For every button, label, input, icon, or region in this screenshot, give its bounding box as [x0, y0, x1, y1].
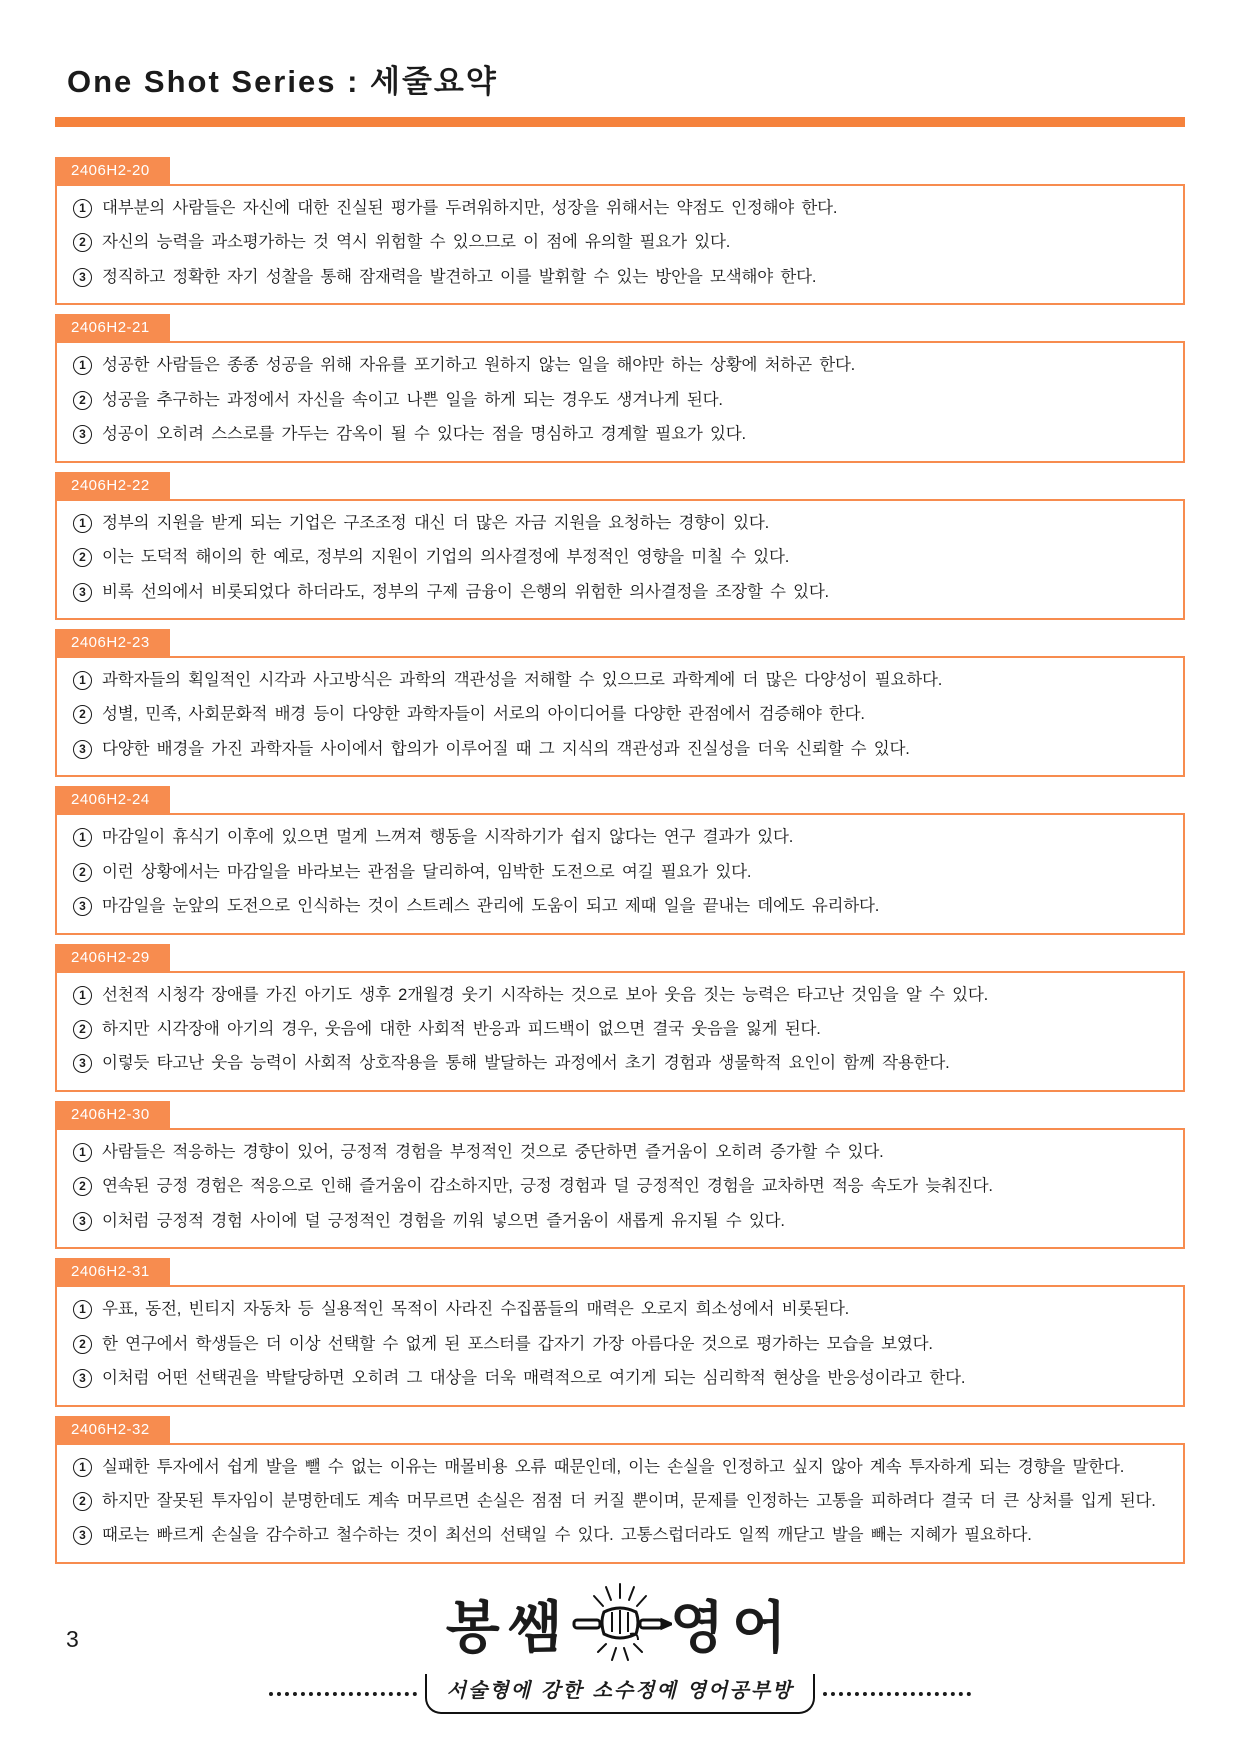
dotted-line-left: [269, 1692, 417, 1696]
summary-box: [55, 971, 1185, 1092]
circled-2-icon: 2: [73, 391, 92, 410]
question-tag: 2406H2-32: [55, 1416, 170, 1443]
summary-text: 선천적 시청각 장애를 가진 아기도 생후 2개월경 웃기 시작하는 것으로 보아 웃음 짓는 능력은 타고난 것임을 알 수 있다.: [102, 985, 989, 1004]
question-tag: 2406H2-20: [55, 157, 170, 184]
summary-section: [55, 314, 1185, 462]
summary-box: [55, 656, 1185, 777]
summary-text: 사람들은 적응하는 경향이 있어, 긍정적 경험을 부정적인 것으로 중단하면 즐거움이 오히려 증가할 수 있다.: [102, 1142, 884, 1161]
question-tag: 2406H2-21: [55, 314, 170, 341]
circled-1-icon: 1: [73, 514, 92, 533]
summary-text: 우표, 동전, 빈티지 자동차 등 실용적인 목적이 사라진 수집품들의 매력은 오로지 희소성에서 비롯된다.: [102, 1300, 850, 1319]
circled-3-icon: 3: [73, 740, 92, 759]
summary-text: 하지만 시각장애 아기의 경우, 웃음에 대한 사회적 반응과 피드백이 없으면 결국 웃음을 잃게 된다.: [102, 1020, 821, 1038]
summary-box: [55, 341, 1185, 462]
circled-1-icon: 1: [73, 1143, 92, 1162]
summary-line: [71, 1053, 1167, 1074]
logo-text-left: 봉쌤: [445, 1596, 570, 1659]
page-footer: [0, 1582, 1240, 1732]
summary-box: [55, 813, 1185, 934]
circled-1-icon: 1: [73, 1458, 92, 1477]
circled-3-icon: 3: [73, 425, 92, 444]
summary-line: [71, 1525, 1167, 1546]
academy-logo: [0, 1582, 1240, 1674]
circled-2-icon: 2: [73, 705, 92, 724]
circled-2-icon: 2: [73, 1020, 92, 1039]
summary-line: [71, 1491, 1167, 1512]
summary-text: 성공한 사람들은 종종 성공을 위해 자유를 포기하고 원하지 않는 일을 해야만 하는 상황에 처하곤 한다.: [102, 356, 856, 375]
summary-text: 이렇듯 타고난 웃음 능력이 사회적 상호작용을 통해 발달하는 과정에서 초기 경험과 생물학적 요인이 함께 작용한다.: [102, 1054, 950, 1073]
question-tag: 2406H2-29: [55, 944, 170, 971]
circled-3-icon: 3: [73, 1369, 92, 1388]
summary-section: [55, 1258, 1185, 1406]
logo-tagline: 서술형에 강한 소수정예 영어공부방: [425, 1674, 816, 1714]
summary-box: [55, 1285, 1185, 1406]
fist-pencil-icon: [568, 1582, 672, 1674]
summary-text: 성공을 추구하는 과정에서 자신을 속이고 나쁜 일을 하게 되는 경우도 생겨나게 된다.: [102, 390, 723, 409]
circled-1-icon: 1: [73, 1300, 92, 1319]
summary-line: [71, 198, 1167, 219]
summary-box: [55, 1443, 1185, 1564]
summary-line: [71, 547, 1167, 568]
circled-3-icon: 3: [73, 1526, 92, 1545]
summary-line: [71, 1368, 1167, 1389]
summary-text: 이런 상황에서는 마감일을 바라보는 관점을 달리하여, 임박한 도전으로 여길 필요가 있다.: [102, 862, 752, 881]
circled-2-icon: 2: [73, 233, 92, 252]
summary-text: 성공이 오히려 스스로를 가두는 감옥이 될 수 있다는 점을 명심하고 경계할 필요가 있다.: [102, 425, 746, 444]
summary-section: [55, 1416, 1185, 1564]
summary-text: 실패한 투자에서 쉽게 발을 뺄 수 없는 이유는 매몰비용 오류 때문인데, 이는 손실을 인정하고 싶지 않아 계속 투자하게 되는 경향을 말한다.: [102, 1457, 1125, 1476]
summary-line: [71, 1457, 1167, 1478]
summary-text: 하지만 잘못된 투자임이 분명한데도 계속 머무르면 손실은 점점 더 커질 뿐이며, 문제를 인정하는 고통을 피하려다 결국 더 큰 상처를 입게 된다.: [102, 1491, 1156, 1510]
summary-line: [71, 267, 1167, 288]
summary-text: 때로는 빠르게 손실을 감수하고 철수하는 것이 최선의 선택일 수 있다. 고통스럽더라도 일찍 깨닫고 발을 빼는 지혜가 필요하다.: [102, 1526, 1032, 1545]
summary-text: 이처럼 긍정적 경험 사이에 덜 긍정적인 경험을 끼워 넣으면 즐거움이 새롭게 유지될 수 있다.: [102, 1211, 785, 1230]
summary-line: [71, 704, 1167, 725]
summary-line: [71, 513, 1167, 534]
circled-1-icon: 1: [73, 356, 92, 375]
circled-1-icon: 1: [73, 828, 92, 847]
circled-2-icon: 2: [73, 863, 92, 882]
page-title: One Shot Series : 세줄요약: [67, 64, 498, 99]
logo-tagline-row: [0, 1674, 1240, 1714]
summary-text: 자신의 능력을 과소평가하는 것 역시 위험할 수 있으므로 이 점에 유의할 필요가 있다.: [102, 233, 731, 252]
question-tag: 2406H2-24: [55, 786, 170, 813]
summary-text: 이는 도덕적 해이의 한 예로, 정부의 지원이 기업의 의사결정에 부정적인 영향을 미칠 수 있다.: [102, 548, 790, 567]
summary-text: 성별, 민족, 사회문화적 배경 등이 다양한 과학자들이 서로의 아이디어를 다양한 관점에서 검증해야 한다.: [102, 705, 865, 724]
circled-2-icon: 2: [73, 1492, 92, 1511]
summary-box: [55, 499, 1185, 620]
summary-text: 마감일이 휴식기 이후에 있으면 멀게 느껴져 행동을 시작하기가 쉽지 않다는 연구 결과가 있다.: [102, 828, 794, 847]
summary-text: 과학자들의 획일적인 시각과 사고방식은 과학의 객관성을 저해할 수 있으므로 과학계에 더 많은 다양성이 필요하다.: [102, 670, 943, 689]
summary-text: 마감일을 눈앞의 도전으로 인식하는 것이 스트레스 관리에 도움이 되고 제때 일을 끝내는 데에도 유리하다.: [102, 897, 880, 916]
summary-line: [71, 862, 1167, 883]
circled-2-icon: 2: [73, 548, 92, 567]
summary-line: [71, 985, 1167, 1006]
summary-text: 한 연구에서 학생들은 더 이상 선택할 수 없게 된 포스터를 갑자기 가장 아름다운 것으로 평가하는 모습을 보였다.: [102, 1334, 933, 1353]
circled-2-icon: 2: [73, 1177, 92, 1196]
summary-line: [71, 1211, 1167, 1232]
summary-text: 이처럼 어떤 선택권을 박탈당하면 오히려 그 대상을 더욱 매력적으로 여기게 되는 심리학적 현상을 반응성이라고 한다.: [102, 1369, 966, 1388]
logo-text-right: 영어: [670, 1596, 795, 1659]
circled-3-icon: 3: [73, 583, 92, 602]
summary-line: [71, 232, 1167, 253]
circled-2-icon: 2: [73, 1335, 92, 1354]
circled-1-icon: 1: [73, 671, 92, 690]
summary-sections: [55, 157, 1185, 1564]
summary-text: 연속된 긍정 경험은 적응으로 인해 즐거움이 감소하지만, 긍정 경험과 덜 긍정적인 경험을 교차하면 적응 속도가 늦춰진다.: [102, 1177, 993, 1196]
circled-3-icon: 3: [73, 1212, 92, 1231]
summary-line: [71, 827, 1167, 848]
summary-text: 대부분의 사람들은 자신에 대한 진실된 평가를 두려워하지만, 성장을 위해서는 약점도 인정해야 한다.: [102, 199, 838, 217]
circled-3-icon: 3: [73, 897, 92, 916]
summary-section: [55, 786, 1185, 934]
summary-section: [55, 944, 1185, 1092]
summary-section: [55, 1101, 1185, 1249]
summary-line: [71, 1142, 1167, 1163]
summary-line: [71, 424, 1167, 445]
summary-section: [55, 629, 1185, 777]
page-number: 3: [66, 1626, 79, 1652]
summary-line: [71, 896, 1167, 917]
circled-3-icon: 3: [73, 268, 92, 287]
summary-line: [71, 390, 1167, 411]
summary-section: [55, 472, 1185, 620]
summary-text: 다양한 배경을 가진 과학자들 사이에서 합의가 이루어질 때 그 지식의 객관성과 진실성을 더욱 신뢰할 수 있다.: [102, 739, 910, 758]
summary-section: [55, 157, 1185, 305]
summary-text: 정부의 지원을 받게 되는 기업은 구조조정 대신 더 많은 자금 지원을 요청하는 경향이 있다.: [102, 513, 769, 532]
dotted-line-right: [823, 1692, 971, 1696]
question-tag: 2406H2-31: [55, 1258, 170, 1285]
circled-1-icon: 1: [73, 986, 92, 1005]
summary-box: [55, 184, 1185, 305]
summary-line: [71, 1334, 1167, 1355]
circled-3-icon: 3: [73, 1054, 92, 1073]
summary-line: [71, 739, 1167, 760]
summary-line: [71, 1176, 1167, 1197]
summary-line: [71, 1299, 1167, 1320]
question-tag: 2406H2-30: [55, 1101, 170, 1128]
summary-box: [55, 1128, 1185, 1249]
summary-text: 정직하고 정확한 자기 성찰을 통해 잠재력을 발견하고 이를 발휘할 수 있는 방안을 모색해야 한다.: [102, 267, 817, 286]
summary-line: [71, 582, 1167, 603]
summary-line: [71, 1019, 1167, 1040]
question-tag: 2406H2-23: [55, 629, 170, 656]
summary-line: [71, 355, 1167, 376]
title-divider: [55, 117, 1185, 127]
summary-line: [71, 670, 1167, 691]
summary-text: 비록 선의에서 비롯되었다 하더라도, 정부의 구제 금융이 은행의 위험한 의사결정을 조장할 수 있다.: [102, 582, 829, 601]
circled-1-icon: 1: [73, 199, 92, 218]
question-tag: 2406H2-22: [55, 472, 170, 499]
